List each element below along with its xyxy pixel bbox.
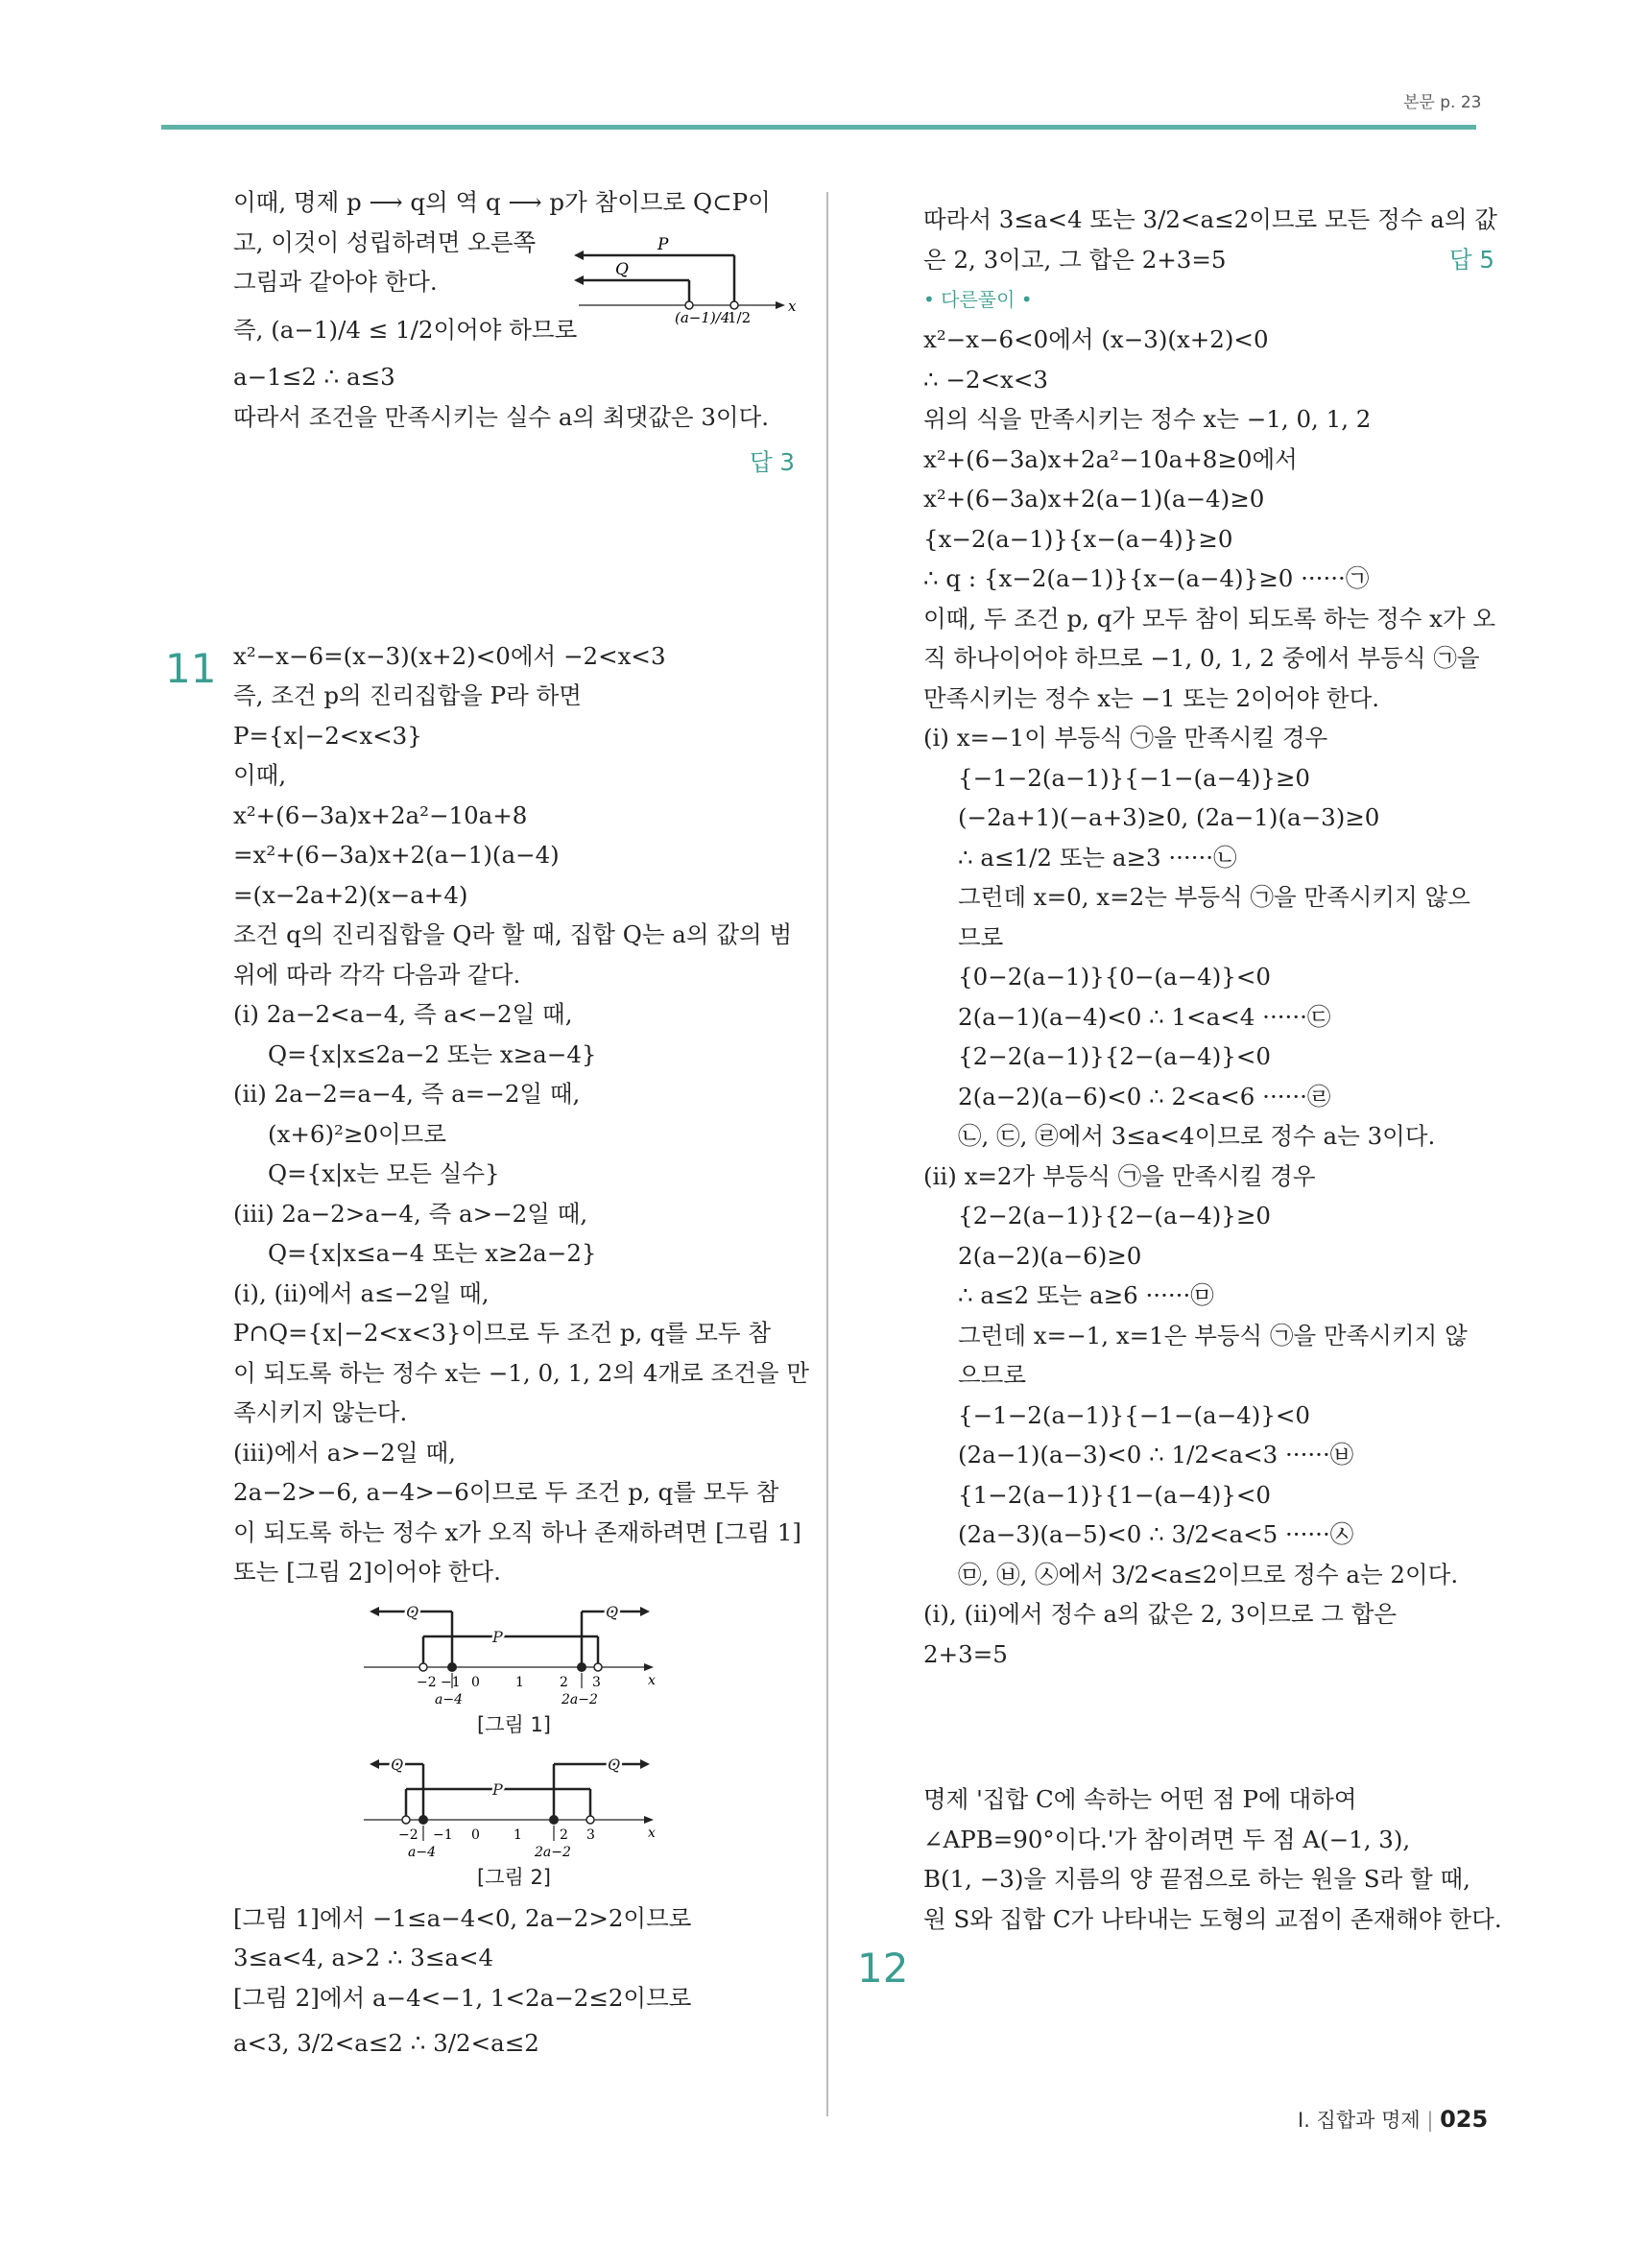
solution-line: [그림 2]에서 a−4<−1, 1<2a−2≤2이므로: [233, 1983, 692, 2012]
fig2-tick-label: 3: [585, 1827, 595, 1843]
solution-line: 조건 q의 진리집합을 Q라 할 때, 집합 Q는 a의 값의 범: [233, 920, 793, 948]
fig0-Q-label: Q: [615, 260, 629, 279]
alt-line: 므로: [958, 922, 1004, 951]
solution-line: 즉, 조건 p의 진리집합을 P라 하면: [233, 681, 582, 709]
solution-line: =x²+(6−3a)x+2(a−1)(a−4): [233, 841, 560, 869]
fig2-marker-label: a−4: [407, 1845, 436, 1858]
solution-line: 위에 따라 각각 다음과 같다.: [233, 960, 521, 989]
solution-line: 이 되도록 하는 정수 x는 −1, 0, 1, 2의 4개로 조건을 만: [233, 1358, 809, 1387]
alt-line: ∴ q : {x−2(a−1)}{x−(a−4)}≥0 ······㉠: [923, 564, 1370, 592]
alt-line: {1−2(a−1)}{1−(a−4)}<0: [958, 1480, 1271, 1509]
page-number: 025: [1440, 2106, 1489, 2133]
fig2-tick-label: 2: [559, 1827, 568, 1843]
alt-line: x²+(6−3a)x+2a²−10a+8≥0에서: [923, 444, 1298, 473]
solution-line: a<3, 3/2<a≤2 ∴ 3/2<a≤2: [233, 2029, 539, 2057]
alt-line: x²+(6−3a)x+2(a−1)(a−4)≥0: [923, 485, 1265, 513]
solution-line: 족시키지 않는다.: [233, 1398, 408, 1426]
solution-line: (ii) 2a−2=a−4, 즉 a=−2일 때,: [233, 1080, 581, 1108]
fig2-tick-label: −2: [397, 1827, 418, 1843]
problem-number: 11: [165, 645, 217, 692]
fig2-tick-label: 1: [513, 1827, 522, 1843]
alt-line: (i) x=−1이 부등식 ㉠을 만족시킬 경우: [923, 724, 1328, 752]
fig0-tick-label: (a−1)/4: [675, 309, 730, 326]
fig2-marker-label: 2a−2: [534, 1845, 571, 1858]
fig0-tick-label: 1/2: [728, 309, 752, 326]
alt-line: (2a−1)(a−3)<0 ∴ 1/2<a<3 ······㉥: [958, 1441, 1354, 1468]
number-line-figure-2: [356, 1745, 673, 1858]
intro-line: 즉, (a−1)/4 ≤ 1/2이어야 하므로: [233, 315, 578, 344]
alt-line: (ii) x=2가 부등식 ㉠을 만족시킬 경우: [923, 1161, 1316, 1190]
solution-line: =(x−2a+2)(x−a+4): [233, 880, 468, 909]
answer-label: 답 3: [749, 448, 795, 476]
alt-line: (−2a+1)(−a+3)≥0, (2a−1)(a−3)≥0: [958, 803, 1380, 831]
alt-line: {x−2(a−1)}{x−(a−4)}≥0: [923, 524, 1233, 553]
solution-line: 명제 '집합 C에 속하는 어떤 점 P에 대하여: [923, 1785, 1357, 1813]
fig2-axis-label: x: [647, 1826, 656, 1841]
alt-line: 만족시키는 정수 x는 −1 또는 2이어야 한다.: [923, 683, 1380, 712]
fig1-marker-label: a−4: [434, 1691, 463, 1706]
fig2-tick-label: −1: [432, 1827, 453, 1843]
alt-line: 위의 식을 만족시키는 정수 x는 −1, 0, 1, 2: [923, 405, 1372, 433]
intro-line: 따라서 조건을 만족시키는 실수 a의 최댓값은 3이다.: [233, 402, 770, 431]
solution-line: 은 2, 3이고, 그 합은 2+3=5: [923, 245, 1227, 274]
solution-line: [그림 1]에서 −1≤a−4<0, 2a−2>2이므로: [233, 1903, 692, 1932]
solution-line: P∩Q={x|−2<x<3}이므로 두 조건 p, q를 모두 참: [233, 1319, 772, 1347]
alt-line: ∴ a≤1/2 또는 a≥3 ······㉡: [958, 843, 1237, 871]
solution-line: (iii) 2a−2>a−4, 즉 a>−2일 때,: [233, 1199, 588, 1228]
alt-line: {2−2(a−1)}{2−(a−4)}≥0: [958, 1202, 1271, 1229]
fig1-tick-label: 3: [591, 1674, 601, 1690]
alt-line: ∴ a≤2 또는 a≥6 ······㉤: [958, 1281, 1214, 1309]
solution-line: ∠APB=90°이다.'가 참이려면 두 점 A(−1, 3),: [923, 1825, 1411, 1853]
fig1-tick-label: 0: [470, 1674, 480, 1690]
solution-line: (x+6)²≥0이므로: [268, 1119, 446, 1148]
column-divider: [826, 192, 828, 2116]
alt-line: {2−2(a−1)}{2−(a−4)}<0: [958, 1042, 1271, 1070]
solution-line: (i), (ii)에서 a≤−2일 때,: [233, 1278, 490, 1307]
alt-line: ㉡, ㉢, ㉣에서 3≤a<4이므로 정수 a는 3이다.: [958, 1122, 1436, 1150]
solution-line: 원 S와 집합 C가 나타내는 도형의 교점이 존재해야 한다.: [923, 1904, 1502, 1933]
alt-line: ∴ −2<x<3: [923, 365, 1048, 394]
fig1-tick-label: 2: [559, 1674, 568, 1690]
alt-line: (2a−3)(a−5)<0 ∴ 3/2<a<5 ······㉦: [958, 1520, 1354, 1548]
header-rule: [161, 125, 1476, 130]
fig2-Q-label: Q: [390, 1755, 403, 1774]
problem-number: 12: [857, 1945, 909, 1992]
alt-line: ㉤, ㉥, ㉦에서 3/2<a≤2이므로 정수 a는 2이다.: [958, 1560, 1459, 1588]
left-column: [233, 182, 809, 2064]
fig1-tick-label: −2: [416, 1674, 437, 1690]
alt-line: 2(a−2)(a−6)≥0: [958, 1241, 1142, 1270]
number-line-figure-0: [569, 221, 809, 326]
solution-line: 이 되도록 하는 정수 x가 오직 하나 존재하려면 [그림 1]: [233, 1517, 801, 1546]
footer-separator: |: [1426, 2109, 1441, 2132]
alt-line: 이때, 두 조건 p, q가 모두 참이 되도록 하는 정수 x가 오: [923, 604, 1496, 633]
intro-line: 그림과 같아야 한다.: [233, 268, 438, 296]
solution-line: 또는 [그림 2]이어야 한다.: [233, 1558, 501, 1586]
number-line-figure-1: [356, 1592, 673, 1706]
alt-line: 2(a−2)(a−6)<0 ∴ 2<a<6 ······㉣: [958, 1082, 1331, 1110]
page-footer: [1298, 2105, 1488, 2134]
alt-line: {−1−2(a−1)}{−1−(a−4)}≥0: [958, 763, 1311, 792]
solution-line: x²−x−6=(x−3)(x+2)<0에서 −2<x<3: [233, 641, 666, 670]
alt-line: (i), (ii)에서 정수 a의 값은 2, 3이므로 그 합은: [923, 1600, 1398, 1628]
fig2-Q-label: Q: [607, 1755, 620, 1774]
intro-line: a−1≤2 ∴ a≤3: [233, 363, 395, 391]
alt-line: 그런데 x=−1, x=1은 부등식 ㉠을 만족시키지 않: [958, 1321, 1468, 1349]
fig0-axis-label: x: [788, 298, 797, 315]
solution-line: Q={x|x≤2a−2 또는 x≥a−4}: [268, 1039, 597, 1068]
alt-line: 2+3=5: [923, 1639, 1008, 1668]
alt-line: 으므로: [958, 1361, 1027, 1389]
fig1-Q-label: Q: [405, 1602, 418, 1621]
alt-line: 그런데 x=0, x=2는 부등식 ㉠을 만족시키지 않으: [958, 883, 1470, 911]
figure-caption: [그림 2]: [477, 1866, 551, 1889]
page-reference: 본문 p. 23: [1403, 93, 1482, 112]
right-column: [923, 200, 1502, 1939]
solution-line: 따라서 3≤a<4 또는 3/2<a≤2이므로 모든 정수 a의 값: [923, 205, 1497, 233]
figure-caption: [그림 1]: [477, 1712, 551, 1736]
fig1-tick-label: 1: [514, 1674, 524, 1690]
solution-line: 이때,: [233, 761, 287, 789]
alternative-solution-label: • 다른풀이 •: [923, 287, 1033, 311]
solution-line: 3≤a<4, a>2 ∴ 3≤a<4: [233, 1944, 494, 1971]
solution-line: (i) 2a−2<a−4, 즉 a<−2일 때,: [233, 1000, 573, 1028]
intro-line: 고, 이것이 성립하려면 오른쪽: [233, 227, 537, 256]
fig1-marker-label: 2a−2: [561, 1691, 598, 1706]
solution-line: 2a−2>−6, a−4>−6이므로 두 조건 p, q를 모두 참: [233, 1478, 779, 1506]
alt-line: 2(a−1)(a−4)<0 ∴ 1<a<4 ······㉢: [958, 1002, 1331, 1031]
intro-block: [233, 182, 795, 483]
alt-line: {−1−2(a−1)}{−1−(a−4)}<0: [958, 1400, 1311, 1429]
fig1-Q-label: Q: [605, 1602, 618, 1621]
intro-line: 이때, 명제 p ⟶ q의 역 q ⟶ p가 참이므로 Q⊂P이: [233, 188, 771, 216]
fig2-tick-label: 0: [470, 1827, 480, 1843]
problem-11: [233, 636, 809, 2064]
solution-line: Q={x|x는 모든 실수}: [268, 1159, 500, 1187]
alt-line: x²−x−6<0에서 (x−3)(x+2)<0: [923, 325, 1269, 353]
solution-line: Q={x|x≤a−4 또는 x≥2a−2}: [268, 1239, 597, 1267]
fig1-P-label: P: [491, 1627, 503, 1646]
problem-12: [923, 1779, 1502, 1939]
fig2-P-label: P: [491, 1780, 503, 1799]
chapter-title: Ⅰ. 집합과 명제: [1298, 2109, 1421, 2132]
solution-line: (iii)에서 a>−2일 때,: [233, 1438, 456, 1467]
answer-label: 답 5: [1448, 246, 1494, 274]
solution-line: P={x|−2<x<3}: [233, 721, 422, 750]
alt-line: {0−2(a−1)}{0−(a−4)}<0: [958, 963, 1271, 991]
fig1-tick-label: −1: [440, 1674, 461, 1690]
solution-line: B(1, −3)을 지름의 양 끝점으로 하는 원을 S라 할 때,: [923, 1865, 1470, 1893]
solution-line: x²+(6−3a)x+2a²−10a+8: [233, 800, 528, 829]
fig1-axis-label: x: [647, 1672, 656, 1688]
fig0-P-label: P: [657, 235, 669, 254]
alt-line: 직 하나이어야 하므로 −1, 0, 1, 2 중에서 부등식 ㉠을: [923, 644, 1480, 672]
